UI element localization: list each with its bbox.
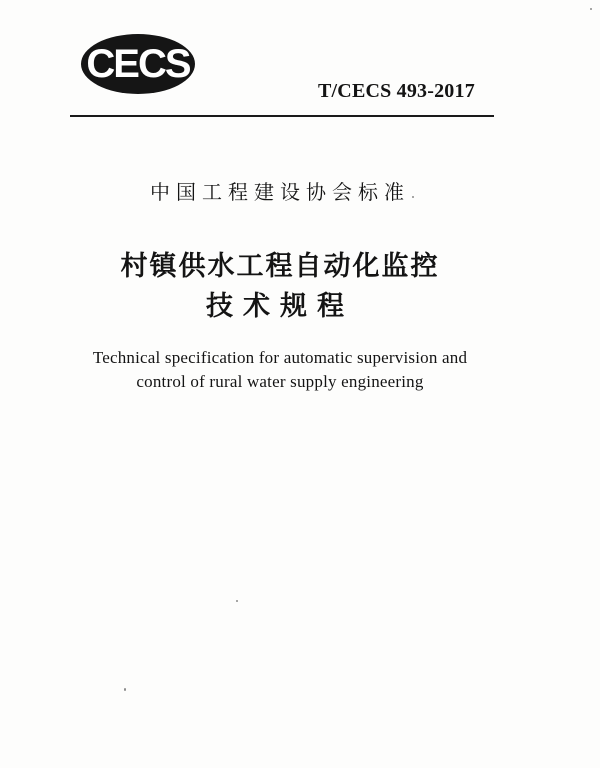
scan-speck <box>124 688 126 691</box>
scan-speck <box>412 196 414 198</box>
chinese-title-line-1: 村镇供水工程自动化监控 <box>120 251 440 282</box>
english-title-line-1: Technical specification for automatic supervision and <box>92 348 468 367</box>
chinese-title-line-2: 技术规程 <box>206 291 354 322</box>
cecs-logo-mark <box>80 32 196 96</box>
scan-speck <box>236 600 238 602</box>
scan-speck <box>590 8 592 10</box>
chinese-title <box>0 247 560 327</box>
english-title <box>40 346 520 394</box>
association-standard-label: 中国工程建设协会标准 <box>150 180 410 204</box>
header-divider <box>70 115 494 117</box>
english-title-line-2: control of rural water supply engineering <box>136 372 424 391</box>
standard-number: T/CECS 493-2017 <box>318 80 475 102</box>
cecs-logo <box>80 32 196 96</box>
svg-text:CECS: CECS <box>86 42 190 86</box>
